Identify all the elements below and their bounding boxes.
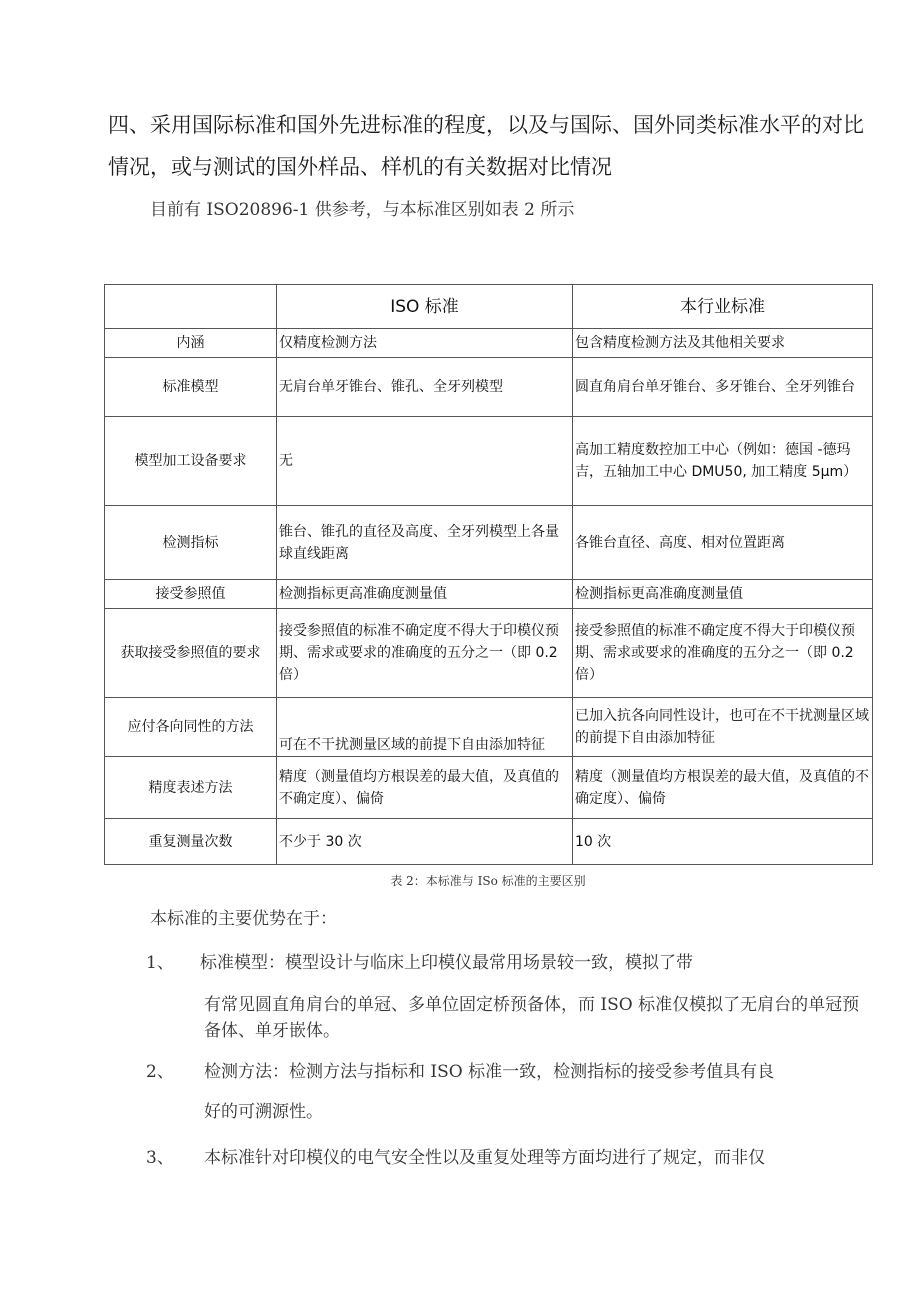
table-row <box>105 417 873 506</box>
row-label: 检测指标 <box>105 506 277 580</box>
header-cell-iso: ISO 标准 <box>277 285 573 329</box>
iso-cell: 精度（测量值均方根误差的最大值，及真值的不确定度）、偏倚 <box>277 757 573 819</box>
row-label: 应付各向同性的方法 <box>105 698 277 757</box>
row-label: 模型加工设备要求 <box>105 417 277 506</box>
iso-cell: 无肩台单牙锥台、锥孔、全牙列模型 <box>277 358 573 417</box>
list-item-line: 检测方法：检测方法与指标和 ISO 标准一致，检测指标的接受参考值具有良 <box>204 1062 775 1082</box>
list-number: 3、 <box>146 1148 174 1168</box>
iso-cell: 可在不干扰测量区域的前提下自由添加特征 <box>277 698 573 757</box>
comparison-table <box>104 284 873 865</box>
header-cell-industry: 本行业标准 <box>573 285 873 329</box>
iso-cell: 无 <box>277 417 573 506</box>
header-cell-empty <box>105 285 277 329</box>
industry-cell: 高加工精度数控加工中心（例如：德国 -德玛吉，五轴加工中心 DMU50, 加工精度 5μm） <box>573 417 873 506</box>
list-number: 2、 <box>146 1062 174 1082</box>
industry-cell: 精度（测量值均方根误差的最大值，及真值的不确定度）、偏倚 <box>573 757 873 819</box>
row-label: 标准模型 <box>105 358 277 417</box>
table-row <box>105 506 873 580</box>
table-row <box>105 609 873 698</box>
row-label: 内涵 <box>105 329 277 358</box>
industry-cell: 接受参照值的标准不确定度不得大于印模仪预期、需求或要求的准确度的五分之一（即 0.2 倍） <box>573 609 873 698</box>
iso-cell: 不少于 30 次 <box>277 819 573 865</box>
table-row <box>105 819 873 865</box>
row-label: 获取接受参照值的要求 <box>105 609 277 698</box>
list-item-continuation: 有常见圆直角肩台的单冠、多单位固定桥预备体，而 ISO 标准仅模拟了无肩台的单冠预备体、单牙嵌体。 <box>204 995 860 1041</box>
advantages-lead: 本标准的主要优势在于： <box>150 909 337 929</box>
iso-cell: 接受参照值的标准不确定度不得大于印模仪预期、需求或要求的准确度的五分之一（即 0.2 倍） <box>277 609 573 698</box>
section-heading: 四、采用国际标准和国外先进标准的程度，以及与国际、国外同类标准水平的对比情况，或与测试的国外样品、样机的有关数据对比情况 <box>108 113 864 179</box>
intro-text: 目前有 ISO20896-1 供参考，与本标准区别如表 2 所示 <box>150 200 575 220</box>
iso-cell: 检测指标更高准确度测量值 <box>277 580 573 609</box>
table-row <box>105 329 873 358</box>
industry-cell: 10 次 <box>573 819 873 865</box>
table-row <box>105 358 873 417</box>
row-label: 接受参照值 <box>105 580 277 609</box>
table-row <box>105 698 873 757</box>
list-item-line: 本标准针对印模仪的电气安全性以及重复处理等方面均进行了规定，而非仅 <box>204 1148 765 1168</box>
iso-cell: 仅精度检测方法 <box>277 329 573 358</box>
industry-cell: 圆直角肩台单牙锥台、多牙锥台、全牙列锥台 <box>573 358 873 417</box>
table-row <box>105 757 873 819</box>
table-caption: 表 2：本标准与 ISo 标准的主要区别 <box>390 874 586 888</box>
row-label: 重复测量次数 <box>105 819 277 865</box>
list-number: 1、 <box>146 953 174 973</box>
table-header-row <box>105 285 873 329</box>
table-row <box>105 580 873 609</box>
industry-cell: 包含精度检测方法及其他相关要求 <box>573 329 873 358</box>
iso-cell: 锥台、锥孔的直径及高度、全牙列模型上各量球直线距离 <box>277 506 573 580</box>
industry-cell: 检测指标更高准确度测量值 <box>573 580 873 609</box>
row-label: 精度表述方法 <box>105 757 277 819</box>
industry-cell: 已加入抗各向同性设计，也可在不干扰测量区域的前提下自由添加特征 <box>573 698 873 757</box>
list-item-continuation: 好的可溯源性。 <box>204 1102 323 1122</box>
industry-cell: 各锥台直径、高度、相对位置距离 <box>573 506 873 580</box>
list-item-line: 标准模型：模型设计与临床上印模仪最常用场景较一致，模拟了带 <box>200 953 693 973</box>
